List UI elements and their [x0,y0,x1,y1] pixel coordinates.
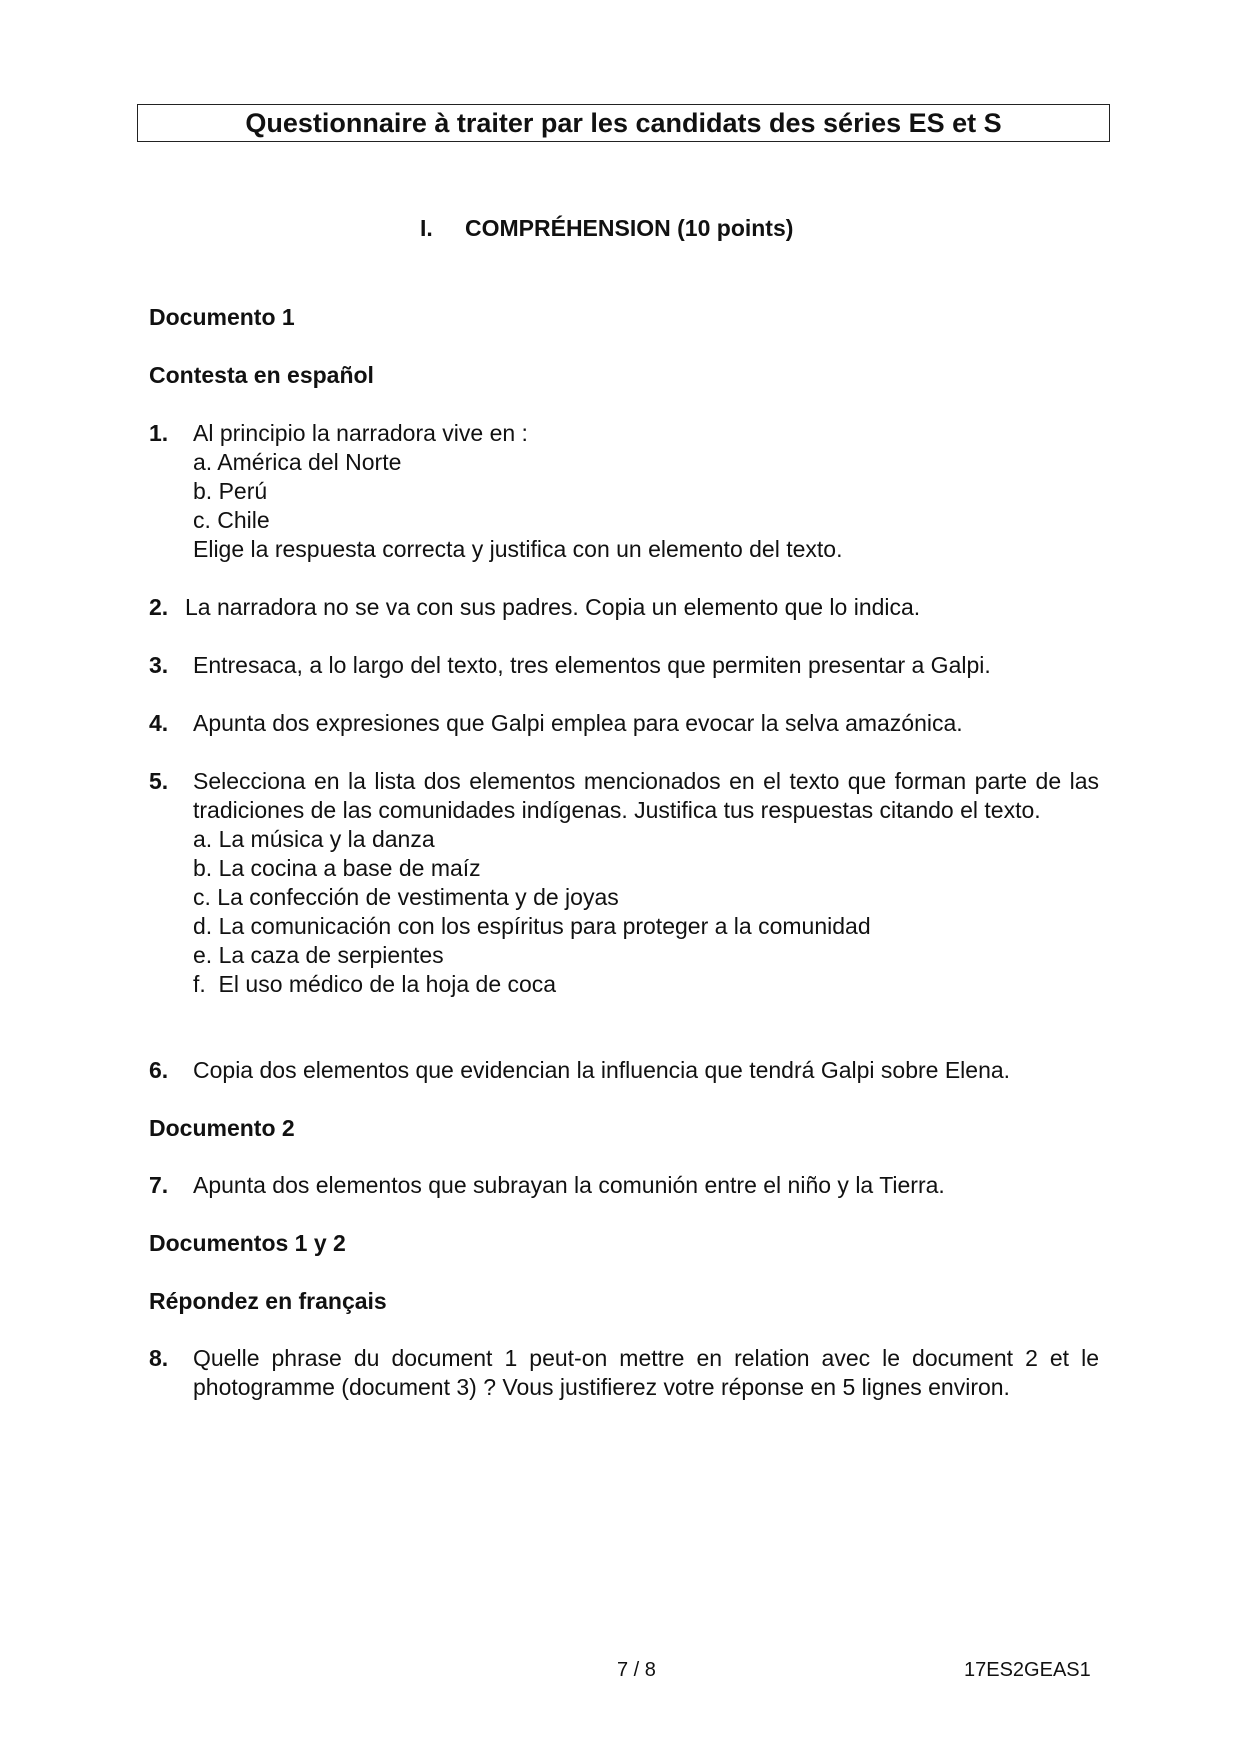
question-number: 5. [149,768,169,794]
question-1 [149,419,1099,564]
option-item: d. La comunicación con los espíritus para proteger a la comunidad [193,913,871,939]
question-text: Entresaca, a lo largo del texto, tres elementos que permiten presentar a Galpi. [193,652,991,678]
section-number: I. [420,215,433,241]
question-5 [149,767,1099,999]
question-2 [149,593,1099,622]
title-box [137,104,1110,142]
page-title: Questionnaire à traiter par les candidats des séries ES et S [245,107,1002,138]
question-text: Selecciona en la lista dos elementos mencionados en el texto que forman parte de las tradiciones de las comunidades indígenas. Justifica tus respuestas citando el texto. [193,768,1099,823]
doc1-heading: Documento 1 [149,304,295,330]
document-code: 17ES2GEAS1 [964,1659,1091,1681]
doc1-instruction: Contesta en español [149,362,374,388]
page-number: 7 / 8 [617,1659,656,1681]
question-text: Apunta dos expresiones que Galpi emplea para evocar la selva amazónica. [193,710,963,736]
question-number: 2. [149,594,169,620]
question-text: La narradora no se va con sus padres. Copia un elemento que lo indica. [185,594,921,620]
option-item: b. Perú [193,478,268,504]
question-text: Quelle phrase du document 1 peut-on mettre en relation avec le document 2 et le photogramme (document 3) ? Vous justifierez votre réponse en 5 lignes environ. [193,1345,1099,1400]
option-item: f. El uso médico de la hoja de coca [193,971,557,997]
question-7 [149,1171,1099,1200]
option-item: a. La música y la danza [193,826,435,852]
question-number: 3. [149,652,169,678]
question-number: 7. [149,1172,169,1198]
section-heading [420,215,793,242]
question-number: 4. [149,710,169,736]
question-text: Copia dos elementos que evidencian la influencia que tendrá Galpi sobre Elena. [193,1057,1011,1083]
doc2-heading: Documento 2 [149,1115,295,1141]
option-item: a. América del Norte [193,449,402,475]
option-item: e. La caza de serpientes [193,942,444,968]
question-instruction: Elige la respuesta correcta y justifica con un elemento del texto. [193,536,843,562]
doc12-heading: Documentos 1 y 2 [149,1230,346,1256]
doc12-instruction: Répondez en français [149,1288,387,1314]
question-8 [149,1344,1099,1402]
question-number: 1. [149,420,169,446]
option-item: b. La cocina a base de maíz [193,855,481,881]
question-text: Al principio la narradora vive en : [193,420,528,446]
question-text: Apunta dos elementos que subrayan la comunión entre el niño y la Tierra. [193,1172,945,1198]
question-3 [149,651,1099,680]
option-item: c. La confección de vestimenta y de joyas [193,884,619,910]
question-number: 8. [149,1345,169,1371]
question-6 [149,1056,1099,1085]
question-4 [149,709,1099,738]
question-number: 6. [149,1057,169,1083]
option-item: c. Chile [193,507,270,533]
section-title: COMPRÉHENSION (10 points) [465,215,794,241]
